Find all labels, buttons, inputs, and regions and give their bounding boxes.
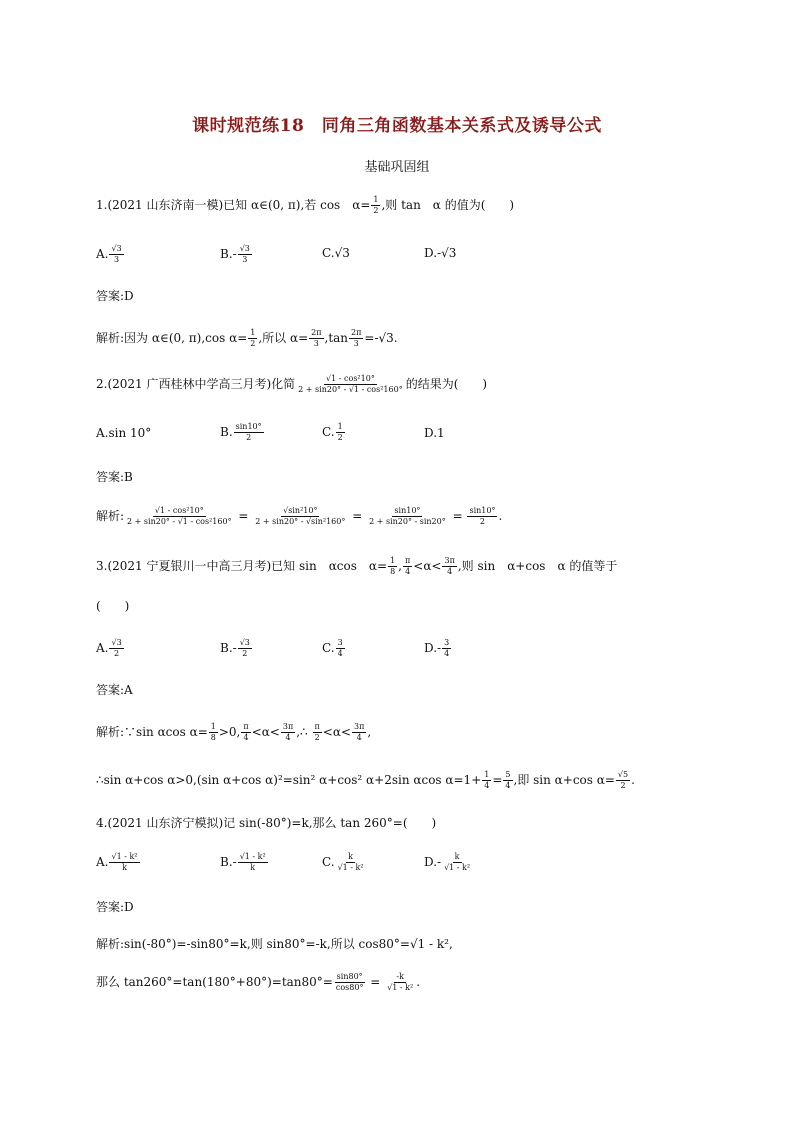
- question-1-option-d: D.-√3: [424, 246, 457, 260]
- question-4-option-c: C. $\frac{k}{\text{√1 - k²}}$: [322, 852, 364, 872]
- question-2-answer: 答案:B: [96, 470, 133, 484]
- question-3-analysis-line-2: ∴sin α+cos α>0,(sin α+cos α)²=sin² α+cos² α+2sin αcos α=1+ $\frac{1}{4}$ = $\frac{5}{4}$ ,即 sin α+cos α= $\frac{√5}{2}$ .: [96, 770, 635, 790]
- question-4-answer: 答案:D: [96, 900, 134, 914]
- question-2-option-c: C. $\frac{1}{2}$: [322, 422, 343, 442]
- question-1-answer: 答案:D: [96, 289, 134, 303]
- question-1-option-a: A. $\frac{√3}{3}$: [96, 244, 122, 264]
- question-4-stem: 4.(2021 山东济宁模拟)记 sin(-80°)=k,那么 tan 260°=( ): [96, 816, 437, 830]
- question-3-option-c: C. $\frac{3}{4}$: [322, 638, 343, 658]
- question-3-paren: ( ): [96, 599, 130, 613]
- question-3-option-d: D.- $\frac{3}{4}$: [424, 638, 450, 658]
- question-3-answer: 答案:A: [96, 683, 133, 697]
- question-4-analysis-line-1: 解析:sin(-80°)=-sin80°=k,则 sin80°=-k,所以 cos80°=√1 - k²,: [96, 937, 453, 951]
- question-2-stem: 2.(2021 广西桂林中学高三月考)化简 $\frac{\text{√1 - cos²10°}}{\text{2 + sin20° - √1 - cos²160°}}$ 的结果为( ): [96, 374, 488, 394]
- question-1-option-c: C.√3: [322, 246, 350, 260]
- question-4-option-d: D.- $\frac{k}{\text{√1 - k²}}$: [424, 852, 471, 872]
- question-4-option-b: B.- $\frac{\text{√1 - k²}}{k}$: [220, 852, 266, 872]
- question-4-option-a: A. $\frac{\text{√1 - k²}}{k}$: [96, 852, 138, 872]
- question-2-option-d: D.1: [424, 426, 445, 440]
- question-3-analysis-line-1: 解析:∵sin αcos α= $\frac{1}{8}$ >0, $\frac{\pi}{4}$ <α< $\frac{3\pi}{4}$ ,∴ $\frac{\pi}{2}$ <α< $\frac{3\pi}{4}$ ,: [96, 722, 372, 742]
- question-1-analysis: 解析:因为 α∈(0, π),cos α= $\frac{1}{2}$ ,所以 α= $\frac{2\pi}{3}$ ,tan $\frac{2\pi}{3}$ =-√3.: [96, 328, 398, 348]
- question-3-option-a: A. $\frac{√3}{2}$: [96, 638, 122, 658]
- question-4-analysis-line-2: 那么 tan260°=tan(180°+80°)=tan80°= $\frac{\sin 80^\circ}{\cos 80^\circ}$ = $\frac{-k}{\text{√1 - k²}}$ .: [96, 972, 421, 992]
- question-1-option-b: B.- $\frac{√3}{3}$: [220, 244, 250, 264]
- question-3-option-b: B.- $\frac{√3}{2}$: [220, 638, 250, 658]
- question-2-option-a: A.sin 10°: [96, 426, 152, 440]
- question-3-stem: 3.(2021 宁夏银川一中高三月考)已知 sin αcos α= $\frac{1}{8}$ , $\frac{\pi}{4}$ <α< $\frac{3\pi}{4}$ ,则 sin α+cos α 的值等于: [96, 556, 618, 576]
- question-2-option-b: B. $\frac{\sin 10^\circ}{2}$: [220, 422, 262, 442]
- fraction: $\frac{1}{2}$: [373, 195, 379, 215]
- page-title: 课时规范练18 同角三角函数基本关系式及诱导公式: [192, 116, 602, 136]
- section-subtitle: 基础巩固组: [364, 160, 430, 175]
- question-2-analysis: 解析: $\frac{\text{√1 - cos²10°}}{\text{2 + sin20° - √1 - cos²160°}}$ = $\frac{\text{√sin²10°}}{\text{2 + sin20° - √sin²160°}}$ = $\frac{\sin 10^\circ}{2 + \sin 20^\circ - \sin 20^\circ}$ = $\frac{\sin 10^\circ}{2}$ .: [96, 506, 503, 526]
- question-1-stem: 1.(2021 山东济南一模)已知 α∈(0, π),若 cos α= $\frac{1}{2}$ ,则 tan α 的值为( ): [96, 195, 515, 215]
